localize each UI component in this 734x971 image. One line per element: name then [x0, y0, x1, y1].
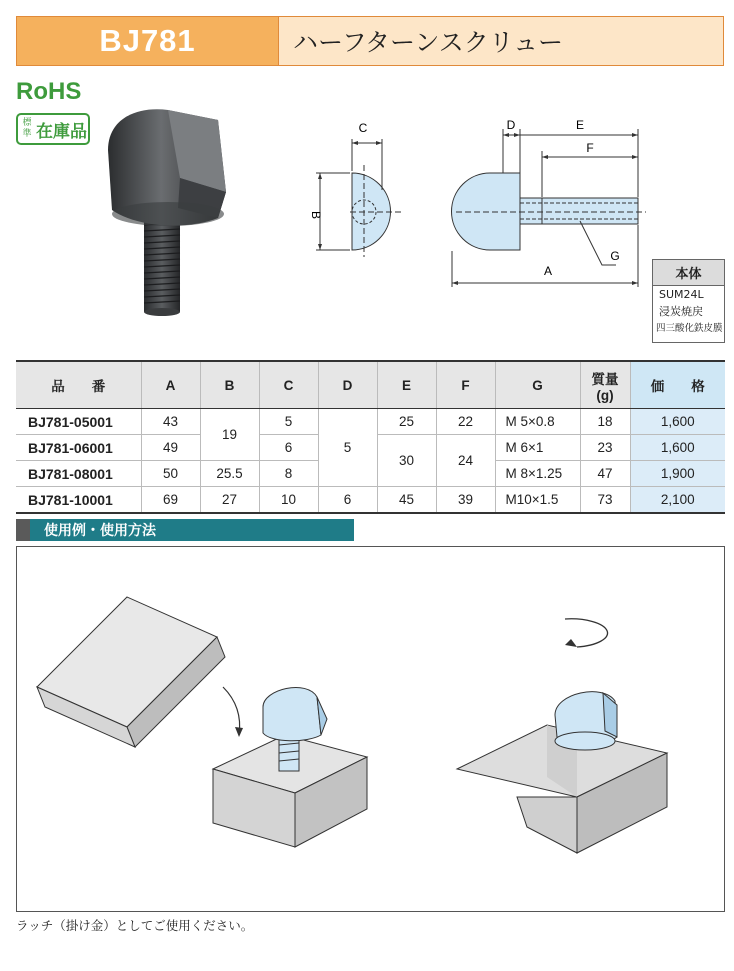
cell-c: 8	[259, 461, 318, 487]
material-box	[652, 259, 725, 343]
header-d: D	[318, 361, 377, 409]
header-mass-label: 質量	[591, 371, 619, 387]
cell-e: 30	[377, 435, 436, 487]
cell-mass: 47	[580, 461, 630, 487]
cell-g: M 6×1	[495, 435, 580, 461]
section-marker	[16, 519, 30, 541]
cell-part-number: BJ781-05001	[16, 409, 141, 435]
cell-b: 25.5	[200, 461, 259, 487]
header-b: B	[200, 361, 259, 409]
header-mass	[580, 361, 630, 409]
latch-plate	[37, 597, 225, 747]
cell-d: 5	[318, 409, 377, 487]
cell-e: 25	[377, 409, 436, 435]
cell-price: 1,900	[630, 461, 725, 487]
cell-part-number: BJ781-06001	[16, 435, 141, 461]
dimension-drawing	[290, 115, 660, 300]
header-a: A	[141, 361, 200, 409]
cell-a: 69	[141, 487, 200, 514]
usage-title-text: 使用例・使用方法	[44, 523, 156, 539]
material-title: 本体	[653, 260, 724, 286]
header-g: G	[495, 361, 580, 409]
usage-note: ラッチ（掛け金）としてご使用ください。	[16, 918, 254, 933]
dim-label-e: E	[575, 118, 585, 132]
rotate-arrow	[565, 619, 607, 647]
screw-head	[108, 109, 226, 226]
dim-label-d: D	[506, 118, 516, 132]
swing-arrow-head	[235, 727, 243, 737]
table-header-row	[16, 361, 725, 409]
standard-stock-badge	[16, 113, 90, 145]
cell-f: 22	[436, 409, 495, 435]
dim-label-f: F	[586, 141, 594, 155]
cell-a: 50	[141, 461, 200, 487]
header-price: 価 格	[630, 361, 725, 409]
cell-e: 45	[377, 487, 436, 514]
cell-mass: 73	[580, 487, 630, 514]
stock-badge-label: 在庫品	[36, 121, 87, 142]
header-e: E	[377, 361, 436, 409]
cell-a: 43	[141, 409, 200, 435]
header-f: F	[436, 361, 495, 409]
spec-table	[16, 360, 725, 514]
cell-part-number: BJ781-10001	[16, 487, 141, 514]
header-c: C	[259, 361, 318, 409]
cell-price: 1,600	[630, 435, 725, 461]
dim-label-a: A	[543, 264, 553, 278]
cell-price: 1,600	[630, 409, 725, 435]
table-row	[16, 487, 725, 514]
cell-b: 19	[200, 409, 259, 461]
stock-badge-small	[20, 118, 34, 140]
usage-section-title	[16, 519, 354, 541]
cell-g: M 5×0.8	[495, 409, 580, 435]
cell-c: 5	[259, 409, 318, 435]
header-mass-unit: (g)	[596, 387, 614, 403]
cell-mass: 18	[580, 409, 630, 435]
cell-a: 49	[141, 435, 200, 461]
cell-g: M10×1.5	[495, 487, 580, 514]
cell-b: 27	[200, 487, 259, 514]
product-photo	[98, 100, 238, 320]
cell-f: 39	[436, 487, 495, 514]
cell-d: 6	[318, 487, 377, 514]
material-line-2: 浸炭焼戻	[659, 305, 703, 318]
cell-part-number: BJ781-08001	[16, 461, 141, 487]
product-name: ハーフターンスクリュー	[279, 17, 723, 65]
table-row	[16, 409, 725, 435]
stock-small-char-1: 標	[22, 118, 32, 128]
cell-g: M 8×1.25	[495, 461, 580, 487]
usage-illustration	[17, 547, 724, 911]
rohs-logo: RoHS	[16, 78, 82, 105]
stock-small-char-2: 準	[22, 129, 32, 139]
material-line-3: 四三酸化鉄皮膜	[656, 323, 723, 334]
screw-threads	[144, 218, 180, 316]
screw-right	[555, 692, 617, 750]
cell-c: 10	[259, 487, 318, 514]
material-line-1: SUM24L	[659, 288, 704, 301]
cell-c: 6	[259, 435, 318, 461]
product-header	[16, 16, 724, 66]
usage-illustration-box	[16, 546, 725, 912]
dim-label-b: B	[309, 210, 323, 220]
cell-price: 2,100	[630, 487, 725, 514]
header-part-number: 品 番	[16, 361, 141, 409]
product-code: BJ781	[17, 17, 279, 65]
dim-label-g: G	[610, 249, 620, 263]
cell-mass: 23	[580, 435, 630, 461]
cell-f: 24	[436, 435, 495, 487]
front-view	[316, 139, 402, 257]
dim-label-c: C	[358, 121, 368, 135]
